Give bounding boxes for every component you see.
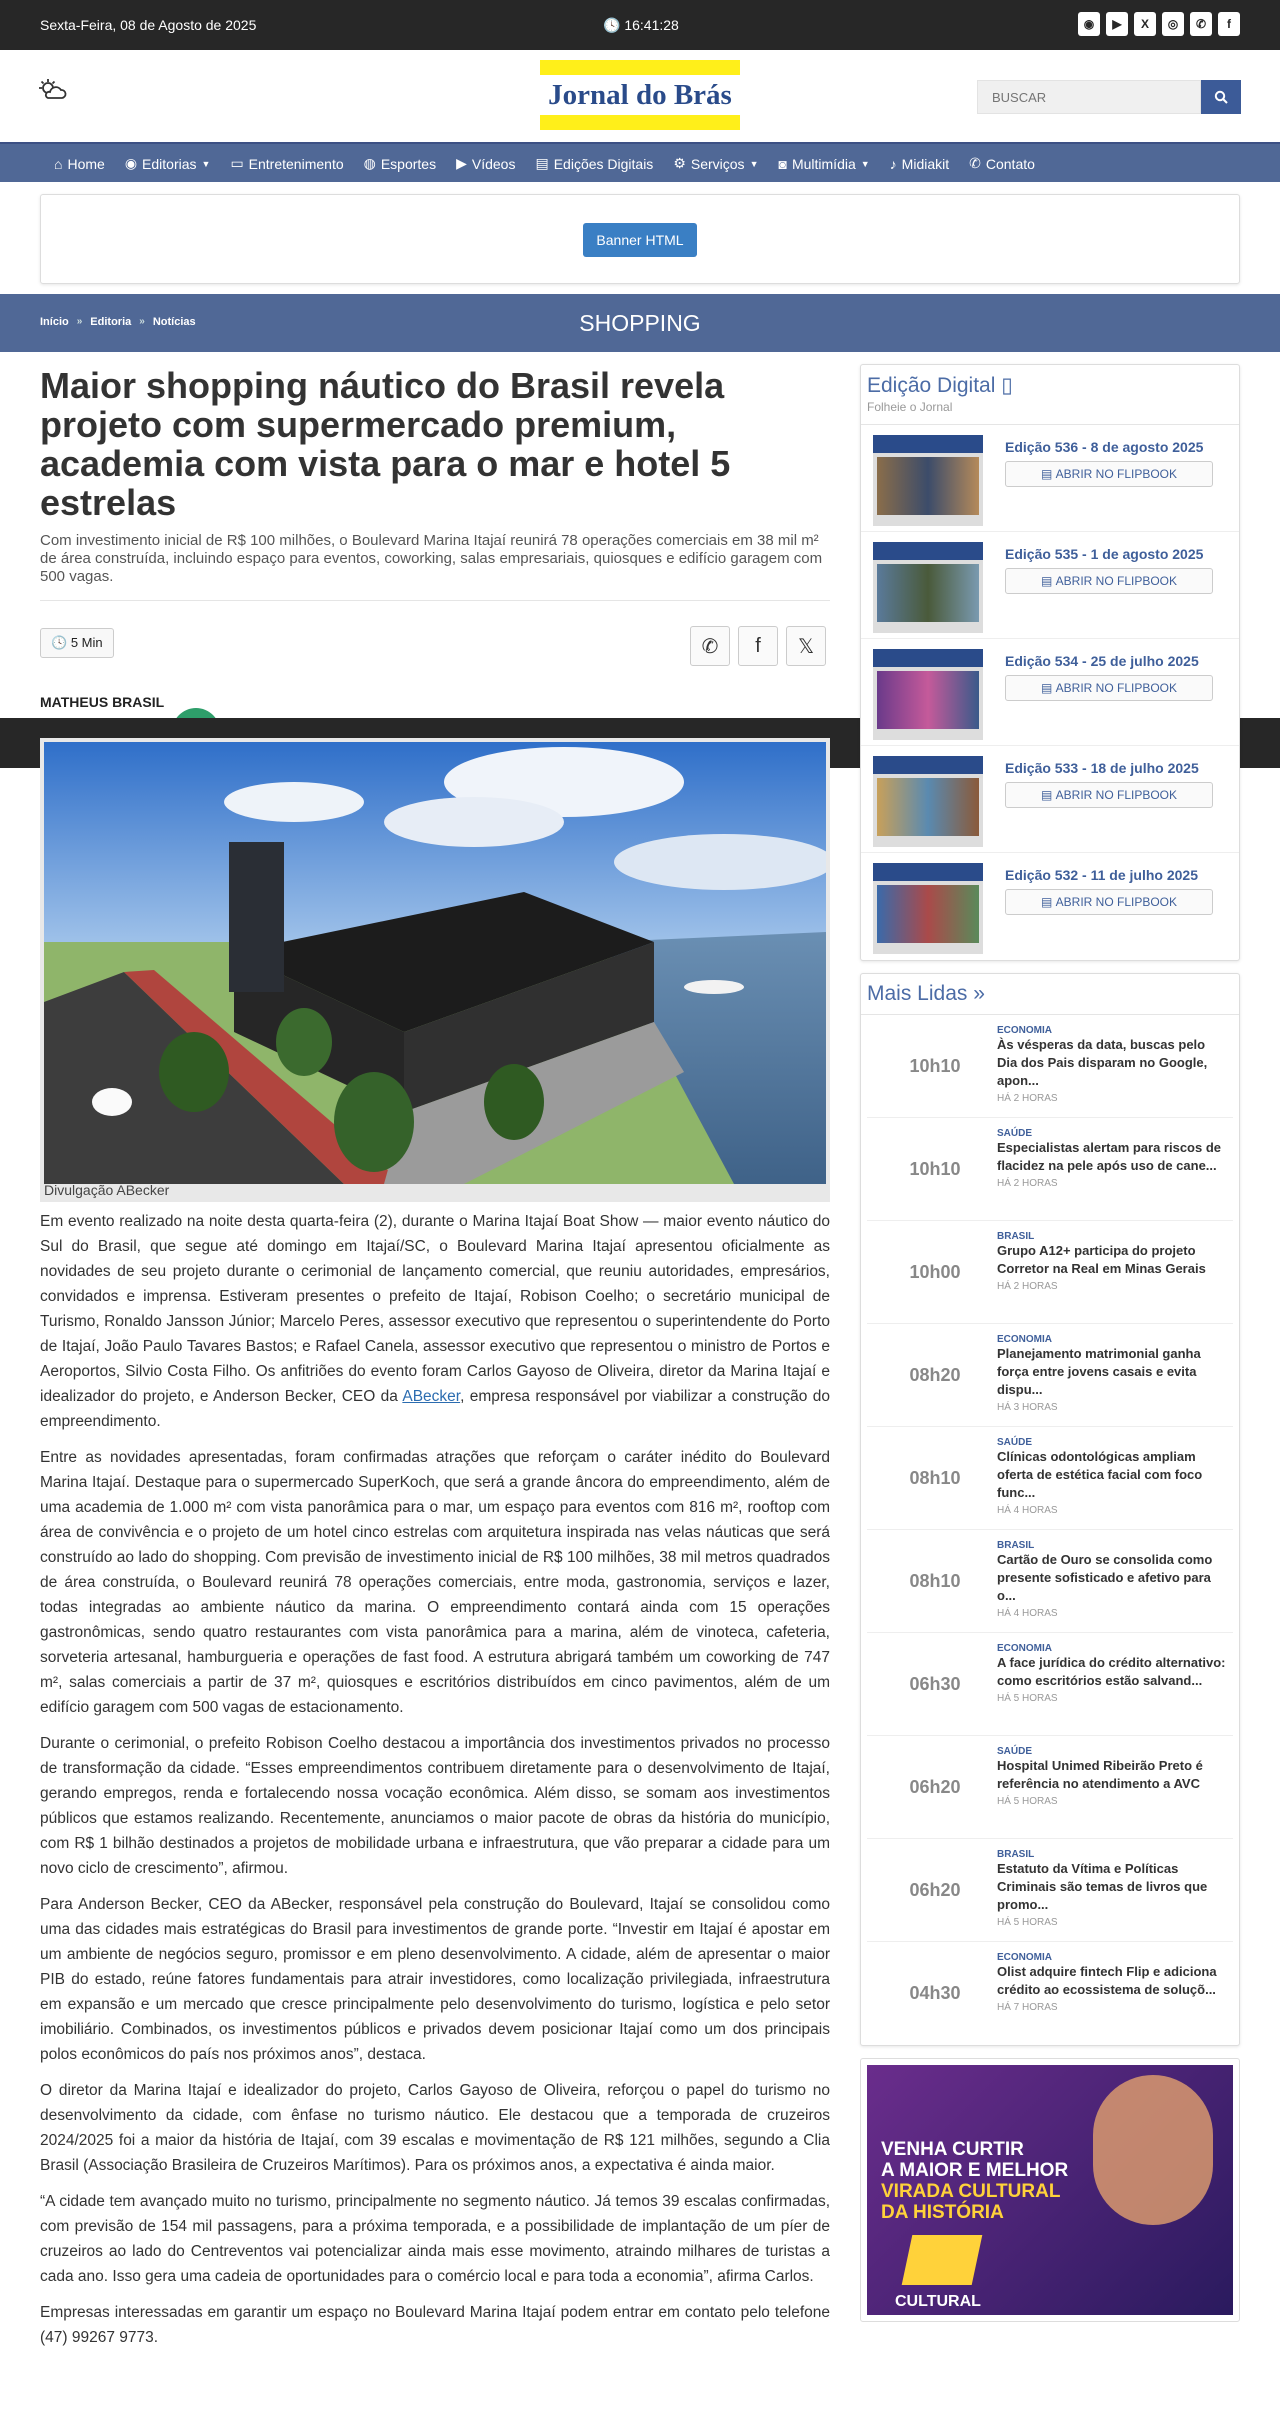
current-time: 🕓 16:41:28 [603, 17, 679, 33]
article-header [40, 366, 830, 601]
chevron-right-icon: » [139, 316, 145, 327]
most-read-item[interactable]: 08h20 ECONOMIA Planejamento matrimonial ganha força entre jovens casais e evita dispu... HÁ 3 HORAS [867, 1324, 1233, 1427]
edicao-digital-box [860, 364, 1240, 961]
chevron-right-icon: » [76, 316, 83, 327]
youtube-icon[interactable]: ▶ [1106, 12, 1128, 36]
edicao-digital-subtitle: Folheie o Jornal [867, 400, 953, 414]
paragraph: Entre as novidades apresentadas, foram confirmadas atrações que reforçam o caráter inédito do Boulevard Marina Itajaí. Destaque para o supermercado SuperKoch, que será a grande âncora do empreendimento, além de uma academia de 1.000 m² com vista panorâmica para o mar, um espaço para eventos com 816 m², rooftop com área de convivência e o projeto de um hotel cinco estrelas com arquitetura inspirada nas velas náuticas que será construído ao lado do shopping. Com previsão de investimento inicial de R$ 100 milhões, 38 mil metros quadrados de área construída, o Boulevard reunirá 78 operações comerciais, entre moda, gastronomia, serviços e lazer, todas integradas ao ambiente náutico da marina. O empreendimento contará ainda com 15 operações gastronômicas, sendo quatro restaurantes com vista panorâmica para a marina, além de vinoteca, cafeteria, sorveteria artesanal, hamburgueria e operações de fast food. A estrutura abrigará também um coworking de 747 m², salas comerciais a partir de 37 m², quiosques e escritórios distribuídos em cinco pavimentos, além de um edifício garagem com 500 vagas de estacionamento. [40, 1449, 830, 1716]
banner-button[interactable]: Banner HTML [583, 223, 697, 257]
flipbook-button[interactable]: ▤ ABRIR NO FLIPBOOK [1005, 675, 1213, 701]
edition-title[interactable]: Edição 533 - 18 de julho 2025 [1005, 760, 1199, 776]
abecker-link[interactable]: ABecker [402, 1388, 461, 1405]
whatsapp-share-icon[interactable]: ✆ [690, 626, 730, 666]
nav-videos[interactable]: ▶ Vídeos [456, 155, 516, 172]
nav-editorias[interactable]: ◉ Editorias ▼ [124, 155, 211, 172]
section-title: SHOPPING [579, 310, 701, 336]
most-read-item[interactable]: 08h10 SAÚDE Clínicas odontológicas ampliam oferta de estética facial com foco func... HÁ 4 HORAS [867, 1427, 1233, 1530]
file-icon: ▤ [1040, 895, 1053, 909]
search-input[interactable] [977, 80, 1201, 114]
caret-icon: ▼ [201, 158, 211, 169]
tv-icon: ▭ [230, 155, 244, 171]
nav-midiakit[interactable]: ♪ Midiakit [889, 155, 950, 172]
nav-servicos[interactable]: ⚙ Serviços ▼ [673, 155, 759, 172]
file-icon: ▤ [1040, 574, 1053, 588]
photo-caption: Divulgação ABecker [44, 1182, 170, 1198]
x-icon[interactable]: X [1134, 12, 1156, 36]
edition-cover[interactable] [873, 756, 983, 847]
edition-cover[interactable] [873, 542, 983, 633]
edition-title[interactable]: Edição 535 - 1 de agosto 2025 [1005, 546, 1204, 562]
ad-banner [40, 194, 1240, 284]
paragraph: Em evento realizado na noite desta quarta-feira (2), durante o Marina Itajaí Boat Show — maior evento náutico do Sul do Brasil, que segue até domingo em Itajaí/SC, o Boulevard Marina Itajaí apresentou oficialmente as novidades de seu projeto durante o cerimonial de lançamento comercial, que reuniu autoridades, empresários, convidados e imprensa. Estiveram presentes o prefeito de Itajaí, Robison Coelho; o secretário municipal de Turismo, Ronaldo Jansson Júnior; Marcelo Peres, assessor executivo que representou o superintendente do Porto de Itajaí, João Paulo Tavares Bastos; e Rafael Canela, assessor executivo que representou o ministro de Portos e Aeroportos, Silvio Costa Filho. Os anfitriões do evento foram Carlos Gayoso de Oliveira, diretor da Marina Itajaí e idealizador do projeto, e Anderson Becker, CEO da ABecker, empresa responsável por viabilizar a construção do empreendimento. [40, 1213, 830, 1430]
edicao-digital-header [861, 365, 1239, 425]
paragraph: “A cidade tem avançado muito no turismo, principalmente no segmento náutico. Já temos 39 escalas confirmadas, com previsão de 154 mil passagens, para a próxima temporada, e a possibilidade de implantação de um píer de cruzeiros ao lado do Centreventos vai potencializar ainda mais esse movimento, atraindo milhares de turistas a cada ano. Isso gera uma cadeia de oportunidades para o comércio local e para toda a economia”, afirma Carlos. [40, 2193, 830, 2285]
file-icon: ▤ [1040, 467, 1053, 481]
caret-icon: ▼ [860, 158, 870, 169]
edition-item [861, 425, 1239, 532]
edition-cover[interactable] [873, 649, 983, 740]
search-form [977, 80, 1241, 114]
flipbook-button[interactable]: ▤ ABRIR NO FLIPBOOK [1005, 782, 1213, 808]
x-share-icon[interactable]: 𝕏 [786, 626, 826, 666]
edition-cover[interactable] [873, 863, 983, 954]
edicao-digital-title: Edição Digital [867, 374, 996, 397]
camera-icon: ◙ [778, 155, 787, 172]
most-read-item[interactable]: 04h30 ECONOMIA Olist adquire fintech Flip e adiciona crédito ao ecossistema de soluçõ... HÁ 7 HORAS [909, 1952, 1217, 2013]
most-read-item[interactable]: 10h00 BRASIL Grupo A12+ participa do projeto Corretor na Real em Minas Gerais HÁ 2 HORAS [867, 1221, 1233, 1324]
paragraph: Empresas interessadas em garantir um espaço no Boulevard Marina Itajaí podem entrar em contato pelo telefone (47) 99267 9773. [40, 2304, 830, 2346]
flipbook-button[interactable]: ▤ ABRIR NO FLIPBOOK [1005, 889, 1213, 915]
weather-icon [38, 78, 68, 107]
article-lead: Com investimento inicial de R$ 100 milhões, o Boulevard Marina Itajaí reunirá 78 operações comerciais em 38 mil m² de área construída, incluindo espaço para eventos, coworking, salas empresariais, quiosques e edifício garagem com 500 vagas. [40, 532, 823, 585]
breadcrumb [40, 316, 196, 328]
article-image [44, 742, 826, 1184]
edition-title[interactable]: Edição 536 - 8 de agosto 2025 [1005, 439, 1204, 455]
author-name: MATHEUS BRASIL [40, 694, 165, 710]
read-time-badge: 🕓 5 Min [40, 628, 114, 658]
article-body [40, 1209, 830, 2361]
edition-item [861, 532, 1239, 639]
social-links [1078, 12, 1240, 36]
edition-item [861, 639, 1239, 746]
breadcrumb-editoria[interactable]: Editoria [90, 316, 132, 328]
main-nav [0, 142, 1280, 182]
most-read-item[interactable]: 08h10 BRASIL Cartão de Ouro se consolida como presente sofisticado e afetivo para o... HÁ 4 HORAS [867, 1530, 1233, 1633]
facebook-share-icon[interactable]: f [738, 626, 778, 666]
virada-cultural-ad[interactable] [860, 2058, 1240, 2322]
article-title: Maior shopping náutico do Brasil revela projeto com supermercado premium, academia com vista para o mar e hotel 5 estrelas [40, 365, 731, 523]
breadcrumb-inicio[interactable]: Início [40, 316, 69, 328]
instagram-icon[interactable]: ◎ [1162, 12, 1184, 36]
article-photo [40, 738, 830, 1202]
section-bar [0, 294, 1280, 352]
site-logo[interactable]: Jornal do Brás [540, 60, 740, 130]
edition-title[interactable]: Edição 534 - 25 de julho 2025 [1005, 653, 1199, 669]
most-read-item[interactable]: 06h30 ECONOMIA A face jurídica do crédito alternativo: como escritórios estão salvand... HÁ 5 HORAS [867, 1633, 1233, 1736]
nav-edicoes-digitais[interactable]: ▤ Edições Digitais [535, 155, 654, 172]
divider [40, 600, 830, 601]
facebook-icon[interactable]: f [1218, 12, 1240, 36]
mobile-icon: ▯ [1001, 374, 1013, 397]
flipbook-button[interactable]: ▤ ABRIR NO FLIPBOOK [1005, 568, 1213, 594]
top-bar [0, 0, 1280, 50]
search-icon [1214, 90, 1228, 104]
home-icon: ⌂ [54, 155, 63, 172]
edition-item [861, 853, 1239, 960]
most-read-item[interactable]: 06h20 SAÚDE Hospital Unimed Ribeirão Preto é referência no atendimento a AVC HÁ 5 HORAS [867, 1736, 1233, 1839]
whatsapp-icon[interactable]: ✆ [1190, 12, 1212, 36]
caret-icon: ▼ [749, 158, 759, 169]
breadcrumb-noticias[interactable]: Notícias [152, 316, 196, 328]
gear-icon: ⚙ [673, 155, 686, 171]
ball-icon: ◍ [363, 155, 376, 171]
file-icon: ▤ [1040, 788, 1053, 802]
paragraph: Para Anderson Becker, CEO da ABecker, responsável pela construção do Boulevard, Itajaí se consolidou como uma das cidades mais estratégicas do Brasil para investimentos de grande porte. “Investir em Itajaí é apostar em um ambiente de negócios seguro, promissor e em pleno desenvolvimento. A cidade, além de apresentar o maior PIB do estado, reúne fatores fundamentais para atrair investidores, como localização privilegiada, infraestrutura em expansão e um mercado que cresce principalmente pelo desenvolvimento do turismo, logística e pelo setor imobiliário. Combinados, os investimentos públicos e privados devem posicionar Itajaí como um dos principais polos econômicos do país nos próximos anos”, destaca. [40, 1896, 830, 2063]
play-icon: ▶ [456, 155, 467, 171]
phone-icon: ✆ [969, 155, 981, 171]
file-icon: ▤ [1040, 681, 1053, 695]
most-read-item[interactable]: 10h10 SAÚDE Especialistas alertam para riscos de flacidez na pele após uso de cane... HÁ 2 HORAS [867, 1118, 1233, 1221]
paragraph: O diretor da Marina Itajaí e idealizador do projeto, Carlos Gayoso de Oliveira, reforçou o papel do turismo no desenvolvimento da cidade, com ênfase no turismo náutico. Ele destacou que a temporada de cruzeiros 2024/2025 foi a maior da história de Itajaí, com 39 escalas e movimentação de R$ 121 milhões, segundo a Clia Brasil (Associação Brasileira de Cruzeiros Marítimos). Para os próximos anos, a expectativa é ainda maior. [40, 2082, 830, 2174]
most-read-item[interactable]: 06h20 BRASIL Estatuto da Vítima e Políticas Criminais são temas de livros que promo... HÁ 5 HORAS [867, 1839, 1233, 1942]
edition-title[interactable]: Edição 532 - 11 de julho 2025 [1005, 867, 1198, 883]
mais-lidas-box [860, 973, 1240, 2046]
nav-home[interactable]: ⌂ Home [54, 155, 105, 172]
search-button[interactable] [1201, 80, 1241, 114]
nav-contato[interactable]: ✆ Contato [969, 155, 1035, 172]
mais-lidas-header [861, 974, 1239, 1015]
rss-icon: ◉ [124, 155, 138, 171]
current-date: Sexta-Feira, 08 de Agosto de 2025 [40, 17, 257, 33]
paragraph: Durante o cerimonial, o prefeito Robison Coelho destacou a importância dos investimentos privados no processo de transformação da cidade. “Esses empreendimentos contribuem diretamente para o desenvolvimento de Itajaí, gerando empregos, renda e fortalecendo nossa vocação econômica. Além disso, se somam aos investimentos públicos que estamos realizando. Recentemente, anunciamos o maior pacote de obras da história do município, com R$ 1 bilhão destinados a projetos de mobilidade urbana e infraestrutura, que vão preparar a cidade para um novo ciclo de crescimento”, afirmou. [40, 1735, 830, 1877]
flipbook-button[interactable]: ▤ ABRIR NO FLIPBOOK [1005, 461, 1213, 487]
nav-multimidia[interactable]: ◙ Multimídia ▼ [778, 155, 870, 172]
edition-item [861, 746, 1239, 853]
sidebar [860, 364, 1240, 2322]
share-buttons [690, 626, 826, 666]
clock-icon: 🕓 [51, 635, 68, 650]
nav-esportes[interactable]: ◍ Esportes [363, 155, 437, 172]
header [0, 50, 1280, 142]
nav-entretenimento[interactable]: ▭ Entretenimento [230, 155, 344, 172]
ad-artwork: VENHA CURTIR A MAIOR E MELHOR VIRADA CULTURAL DA HISTÓRIA CULTURAL [867, 2065, 1233, 2315]
most-read-item[interactable]: 10h10 ECONOMIA Às vésperas da data, buscas pelo Dia dos Pais disparam no Google, apon... HÁ 2 HORAS [867, 1015, 1233, 1118]
bell-icon: ♪ [889, 155, 897, 172]
rss-icon[interactable]: ◉ [1078, 12, 1100, 36]
edition-cover[interactable] [873, 435, 983, 526]
file-icon: ▤ [535, 155, 549, 171]
mais-lidas-title[interactable]: Mais Lidas » [867, 982, 985, 1005]
